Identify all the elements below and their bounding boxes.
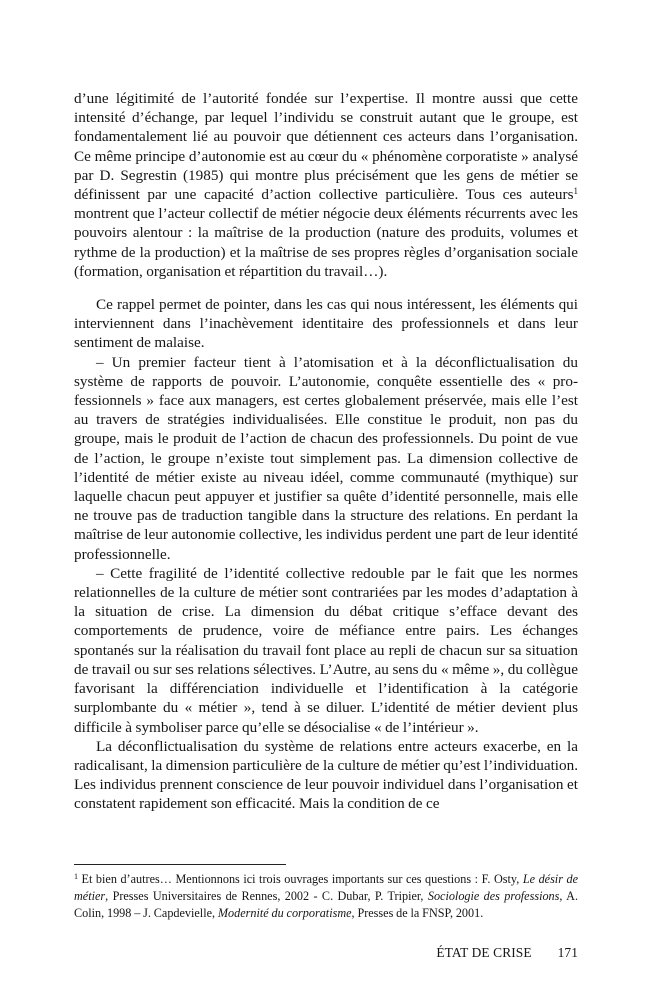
paragraph-gap <box>74 281 578 295</box>
body-text <box>74 89 578 814</box>
footnote: $^1$ Et bien d’autres… Mentionnons ici trois ouvrages importants sur ces questions : F. Osty, Le désir de métier, Presses Universitaires de Rennes, 2002 - C. Dubar, P. Tripier, Sociologie des professions, A. Colin, 1998 – J. Capdevielle, Modernité du corporatisme, Presses de la FNSP, 2001. <box>74 872 578 921</box>
book-title-3: Modernité du corporatisme <box>217 906 352 921</box>
paragraph-1: d’une légitimité de l’autorité fondée sur l’expertise. Il montre aussi que cette intensité d’échange, par lequel l’individu se construit autant que le groupe, est fondamentalement lié au pouvoir que détiennent ces acteurs dans l’organisation. Ce même principe d’autonomie est au cœur du « phénomène corporatiste » analysé par D. Segrestin (1985) qui montre plus précisément que les gens de métier se définissent par une capacité d’action collective particulière. Tous ces auteurs$^1$ montrent que l’acteur collectif de métier négocie deux éléments récurrents avec les pouvoirs alentour : la maîtrise de la production (nature des produits, volumes et rythme de la production) et la maîtrise de ses propres règles d’organisation sociale (formation, organisation et répartition du travail…). <box>74 90 578 280</box>
running-footer <box>436 945 578 961</box>
book-title-2: Sociologie des professions <box>427 889 560 904</box>
footnote-number: 1 <box>74 872 78 881</box>
footnote-reference[interactable]: 1 <box>573 186 578 197</box>
paragraph-3: – Un premier facteur tient à l’atomisation et à la déconflictualisation du système de rapports de pouvoir. L’autonomie, conquête essentielle des « professionnels » face aux managers, est certes globalement préservée, mais elle l’est au travers de stratégies individualisées. Elle constitue le produit, non pas du groupe, mais le produit de l’action de chacun des professionnels. Du point de vue de l’action, le groupe n’existe tout simplement pas. La dimension collective de l’identité de métier existe au niveau idéel, comme communauté (mythique) sur laquelle chacun peut appuyer et justifier sa quête d’identité personnelle, mais elle ne trouve pas de traduction tangible dans la structure des relations. En perdant la maîtrise de leur autonomie collective, les individus perdent une part de leur identité professionnelle. <box>74 353 578 563</box>
book-title-1: Le désir de métier <box>74 872 578 904</box>
page-number: 171 <box>557 945 578 960</box>
paragraph-2: Ce rappel permet de pointer, dans les cas qui nous intéressent, les éléments qui interviennent dans l’inachèvement identitaire des professionnels et dans leur sentiment de malaise. <box>74 296 578 352</box>
paragraph-4: – Cette fragilité de l’identité collective redouble par le fait que les normes relationnelles de la culture de métier sont contrariées par les modes d’adaptation à la situation de crise. La dimension du débat critique s’efface devant des comportements de prudence, voire de méfiance entre pairs. Les échanges spontanés sur la réalisation du travail font place au repli de chacun sur sa situation de travail ou sur ses relations sélectives. L’Autre, au sens du « même », du collègue favorisant la différenciation individuelle et l’identification à la catégorie surplombante du « métier », tend à se diluer. L’identité de métier devient plus difficile à symboliser parce qu’elle se désocialise « de l’intérieur ». <box>74 564 578 736</box>
footnote-separator <box>74 864 286 865</box>
running-title: ÉTAT DE CRISE <box>436 945 532 960</box>
paragraph-5: La déconflictualisation du système de relations entre acteurs exacerbe, en la radicalisant, la dimension particulière de la culture de métier qu’est l’individuation. Les individus prennent conscience de leur pouvoir individuel dans l’organisation et constatent rapidement son efficacité. Mais la condition de ce <box>74 737 578 813</box>
